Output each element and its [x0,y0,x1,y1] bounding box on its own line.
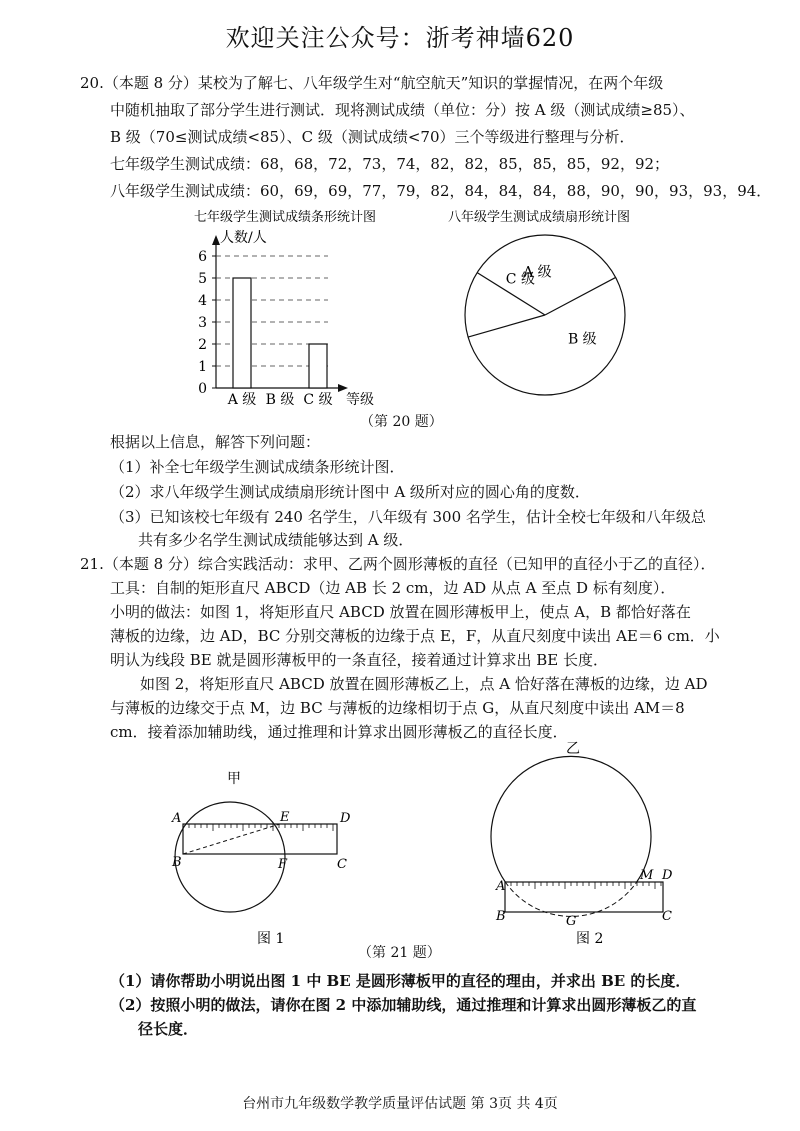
ruler-abcd [183,824,337,854]
fig1-label-c: C [337,857,347,872]
y-tick-labels [198,249,216,397]
page-header: 欢迎关注公众号：浙考神墙620 [225,24,575,52]
q20-item-3: （3）已知该校七年级有 240 名学生，八年级有 300 名学生，估计全校七年级和八年级总 [110,508,706,526]
pie-slice-label: A 级 [523,264,552,281]
q20-line-3: B 级（70≤测试成绩<85）、C 级（测试成绩<70）三个等级进行整理与分析． [110,128,635,146]
q21-method-5: 与薄板的边缘交于点 M，边 BC 与薄板的边缘相切于点 G，从直尺刻度中读出 AM＝8 [110,699,685,717]
q21-method-4: 如图 2，将矩形直尺 ABCD 放置在圆形薄板乙上，点 A 恰好落在薄板的边缘，边 AD [110,675,708,693]
y-tick-label: 3 [198,315,207,331]
bar [309,344,327,388]
pie-labels [506,265,597,348]
figure-1 [165,765,375,945]
y-tick-label: 2 [198,337,207,353]
x-axis-arrow-icon [338,384,348,392]
q20-grade8-scores: 八年级学生测试成绩：60，69，69，77，79，82，84，84，84，88，90，90，93，93，94． [110,182,772,200]
pie-chart-title: 八年级学生测试成绩扇形统计图 [448,210,631,225]
x-tick-label: A 级 [227,392,257,408]
q20-figure-caption: （第 20 题） [360,414,443,430]
fig2-label-m: M [640,868,654,883]
q21-method-1: 小明的做法：如图 1，将矩形直尺 ABCD 放置在圆形薄板甲上，使点 A，B 都恰好落在 [110,603,691,621]
q21-tool: 工具：自制的矩形直尺 ABCD（边 AB 长 2 cm，边 AD 从点 A 至点 D 标有刻度）． [110,579,676,597]
fig1-label-e: E [280,810,290,825]
x-tick-label: B 级 [265,392,295,408]
q20-item-2: （2）求八年级学生测试成绩扇形统计图中 A 级所对应的圆心角的度数． [110,483,590,501]
x-tick-label: C 级 [303,392,333,408]
ruler-ticks [189,824,333,831]
y-tick-label: 4 [198,293,207,309]
pie-slice-label: B 级 [567,331,597,348]
fig2-label-c: C [662,909,672,924]
fig2-label-g: G [566,914,577,929]
y-tick-label: 6 [198,249,207,265]
circle-jia [175,802,285,912]
ruler-abcd-2 [505,882,663,912]
bar-chart-ylabel: 人数/人 [220,230,267,246]
pie-chart [430,205,660,405]
bars [233,278,327,388]
q20-grade7-scores: 七年级学生测试成绩：68，68，72，73，74，82，82，85，85，85，92，92； [110,155,670,173]
bar-chart [180,205,430,417]
bar-chart-xlabel: 等级 [346,392,374,408]
fig1-label-d: D [340,811,351,826]
pie-slice-label: C 级 [505,271,535,288]
fig1-label-f: F [278,857,288,872]
figure-2 [490,735,700,947]
y-axis-arrow-icon [212,235,220,245]
bar [233,278,251,388]
q20-line-2: 中随机抽取了部分学生进行测试．现将测试成绩（单位：分）按 A 级（测试成绩≥85）、 [110,101,695,119]
fig1-label-a: A [172,811,182,826]
q20-instruction: 根据以上信息，解答下列问题： [110,433,321,451]
x-tick-labels [227,392,333,408]
y-tick-label: 1 [198,359,207,375]
segment-be [183,824,280,854]
q21-item-1: （1）请你帮助小明说出图 1 中 BE 是圆形薄板甲的直径的理由，并求出 BE 的长度． [110,972,691,990]
fig2-title: 乙 [566,741,580,757]
q21-item-2: （2）按照小明的做法，请你在图 2 中添加辅助线，通过推理和计算求出圆形薄板乙的直 [110,996,697,1014]
page-footer: 台州市九年级数学教学质量评估试题 第 3页 共 4页 [242,1096,558,1112]
fig1-caption: 图 1 [257,931,285,945]
q21-line-1: 21.（本题 8 分）综合实践活动：求甲、乙两个圆形薄板的直径（已知甲的直径小于乙的直径）． [80,555,716,573]
q21-method-2: 薄板的边缘，边 AD，BC 分别交薄板的边缘于点 E，F，从直尺刻度中读出 AE＝6 cm．小 [110,627,720,645]
bar-chart-title: 七年级学生测试成绩条形统计图 [194,210,377,225]
fig2-label-a: A [496,879,506,894]
fig1-label-b: B [172,855,182,870]
q20-item-3-cont: 共有多少名学生测试成绩能够达到 A 级． [138,531,414,549]
q20-line-1: 20.（本题 8 分）某校为了解七、八年级学生对“航空航天”知识的掌握情况，在两个年级 [80,74,664,92]
q21-item-2-cont: 径长度． [138,1020,199,1038]
fig2-label-b: B [496,909,506,924]
circle-yi-hidden-arc [505,882,636,916]
pie-slice-edge [468,315,545,337]
q21-method-6: cm．接着添加辅助线，通过推理和计算求出圆形薄板乙的直径长度． [110,723,568,741]
q21-figure-caption: （第 21 题） [358,945,441,961]
q21-method-3: 明认为线段 BE 就是圆形薄板甲的一条直径，接着通过计算求出 BE 长度． [110,651,609,669]
q20-item-1: （1）补全七年级学生测试成绩条形统计图． [110,458,405,476]
y-tick-label: 0 [198,381,207,397]
circle-yi-arc [491,756,651,882]
ruler-ticks-2 [511,882,661,889]
pie-slices [465,235,625,395]
pie-slice-edge [545,277,616,315]
fig2-label-d: D [662,868,673,883]
fig1-title: 甲 [227,771,241,787]
fig2-caption: 图 2 [576,931,604,947]
y-tick-label: 5 [198,271,207,287]
